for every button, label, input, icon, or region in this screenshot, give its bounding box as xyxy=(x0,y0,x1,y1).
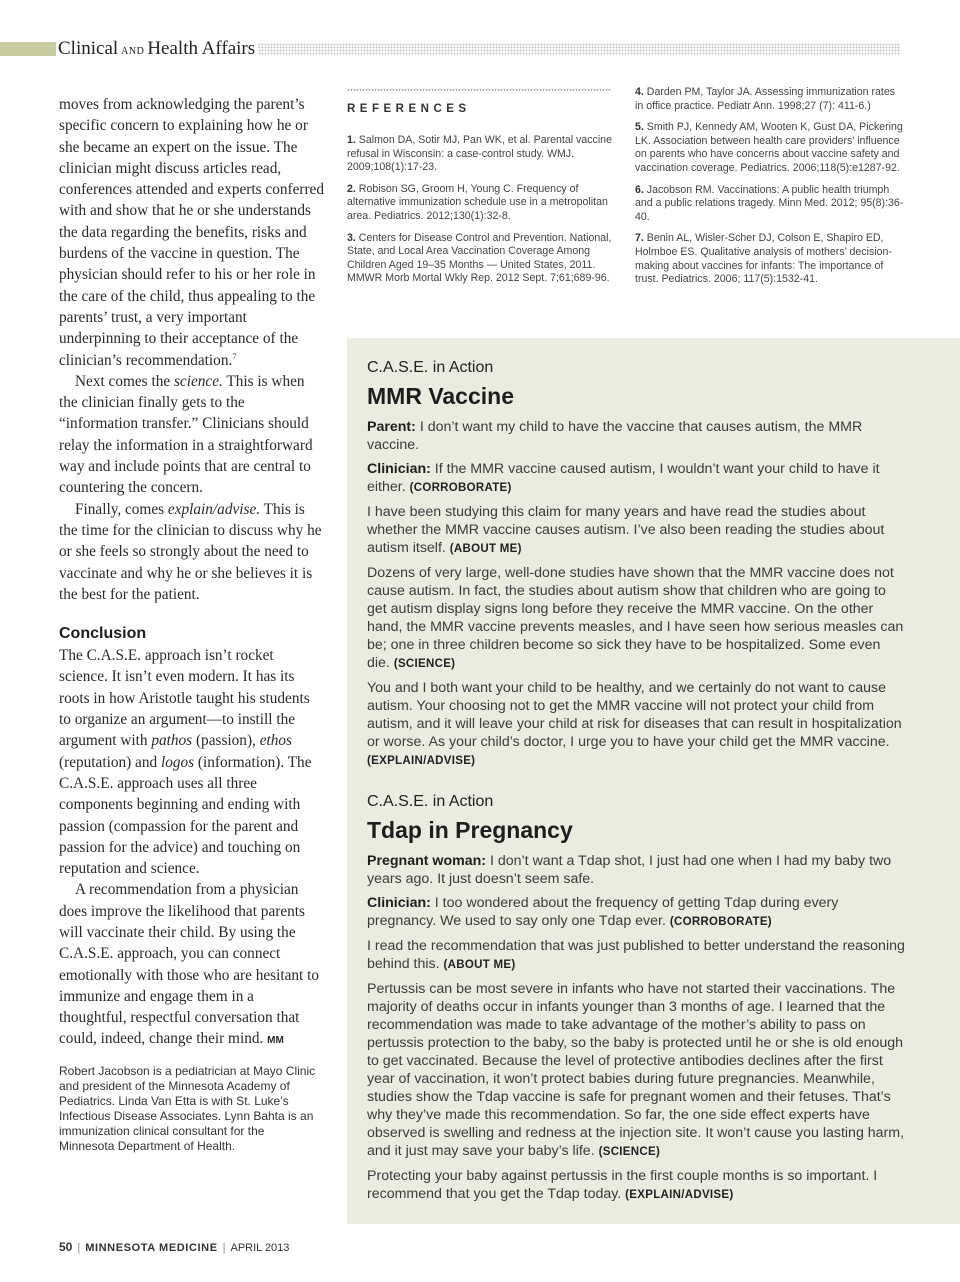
reference-number: 2. xyxy=(347,182,356,195)
paragraph-text: moves from acknowledging the parent’s specific concern to explaining how he or she became an expert on the issue. The clinician might discuss articles read, conferences attended and experts conferred with and show that he or she understands the data regarding the benefits, risks and burdens of the vaccine in question. The physician should refer to his or her role in the care of the child, thus appealing to the parents’ trust, a very important underpinning to their acceptance of the clinician’s recommendation. xyxy=(59,96,324,369)
reference-number: 1. xyxy=(347,134,356,146)
step-tag: (ABOUT ME) xyxy=(449,543,522,555)
references-dotted-rule xyxy=(347,89,611,91)
step-tag: (SCIENCE) xyxy=(393,658,456,670)
case-kicker: C.A.S.E. in Action xyxy=(367,793,494,810)
reference-text: Jacobson RM. Vaccinations: A public health triumph and a public relations tragedy. Minn Med. 2012; 95(8):36-40. xyxy=(635,183,904,223)
paragraph-text: (information). The C.A.S.E. approach uses all three components beginning and ending with passion (compassion for the parent and passion for the advice) and touching on reputation and science. xyxy=(59,753,312,878)
statement-text: I don’t want my child to have the vaccine that causes autism, the MMR vaccine. xyxy=(367,419,863,453)
reference-number: 6. xyxy=(635,183,644,196)
header-dotted-rule xyxy=(258,43,900,55)
emphasis-text: explain/advise. xyxy=(167,500,261,518)
reference-item xyxy=(635,86,905,113)
statement-text: I don’t want a Tdap shot, I just had one when I had my baby two years ago. It just doesn’t seem safe. xyxy=(367,853,892,887)
statement-text: I have been studying this claim for many years and have read the studies about whether the MMR vaccine causes autism. I’ve also been reading the studies about autism itself. xyxy=(367,504,885,556)
reference-item xyxy=(635,184,905,225)
speaker-label: Clinician: xyxy=(367,461,431,477)
article-paragraph xyxy=(59,499,325,605)
paragraph-text: The C.A.S.E. approach isn’t rocket science. It isn’t even modern. It has its roots in how Aristotle taught his students to organize an argument—to instill the argument with xyxy=(59,647,310,750)
statement-text: You and I both want your child to be healthy, and we certainly do not want to cause autism. Your choosing not to get the MMR vaccine will not protect your child from autism, and it will leave your child at risk for diseases that can result in hospitalization or worse. As your child’s doctor, I urge you to have your child get the MMR vaccine. xyxy=(367,680,902,750)
corroborate-statement xyxy=(367,894,905,931)
section-title-b: Health Affairs xyxy=(147,38,256,59)
article-paragraph xyxy=(59,879,325,1051)
page-number: 50 xyxy=(59,1240,73,1254)
paragraph-text: Finally, comes xyxy=(75,500,168,518)
publication-name: MINNESOTA MEDICINE xyxy=(85,1242,218,1254)
paragraph-text: A recommendation from a physician does improve the likelihood that parents will vaccinate their child. By using the C.A.S.E. approach, you can connect emotionally with those who are hesitant to immunize and engage them in a thoughtful, respectful conversation that could, indeed, change their mind. xyxy=(59,881,319,1048)
reference-item xyxy=(347,134,613,175)
emphasis-text: logos xyxy=(160,753,195,771)
science-statement xyxy=(367,564,905,673)
reference-text: Darden PM, Taylor JA. Assessing immunization rates in office practice. Pediatr Ann. 1998;27 (7): 411-6.) xyxy=(635,86,896,112)
paragraph-text: (passion), xyxy=(192,732,260,750)
case-kicker: C.A.S.E. in Action xyxy=(367,359,494,376)
statement-text: Pertussis can be most severe in infants who have not started their vaccinations. The majority of deaths occur in infants younger than 3 months of age. I learned that the recommendation was made to take advantage of the mother’s ability to pass on pertussis protection to the baby, so the baby is protected until he or she is old enough to get vaccinated. Because the level of protective antibodies declines after the first year of vaccination, it won’t protect babies during future pregnancies. Meanwhile, studies show the Tdap vaccine is safe for pregnant women and their fetuses. That’s why they’ve made this recommendation. So far, the one side effect experts have observed is swelling and redness at the injection site. It won’t cause you lasting harm, and it just may save your baby’s life. xyxy=(367,981,905,1159)
reference-number: 3. xyxy=(347,231,356,244)
paragraph-text: (reputation) and xyxy=(59,753,161,771)
explain-advise-statement xyxy=(367,1167,905,1204)
reference-number: 4. xyxy=(635,86,644,98)
step-tag: (ABOUT ME) xyxy=(443,959,516,971)
science-statement xyxy=(367,980,905,1161)
case-title: MMR Vaccine xyxy=(367,383,514,409)
emphasis-text: science. xyxy=(173,372,223,390)
reference-item xyxy=(347,232,613,286)
reference-text: Robison SG, Groom H, Young C. Frequency of alternative immunization schedule use in a metropolitan area. Pediatrics. 2012;130(1):32-8. xyxy=(347,182,608,222)
speaker-label: Clinician: xyxy=(367,895,431,911)
case-tdap-section xyxy=(367,791,905,1210)
article-paragraph xyxy=(59,371,325,499)
step-tag: (EXPLAIN/ADVISE) xyxy=(625,1189,734,1201)
reference-number: 5. xyxy=(635,121,644,134)
paragraph-text: This is the time for the clinician to discuss why he or she feels so strongly about the need to vaccinate and why he or she believes it is the best for the patient. xyxy=(59,500,322,603)
end-mark: MM xyxy=(267,1035,284,1047)
paragraph-text: This is when the clinician finally gets to the “information transfer.” Clinicians should relay the information in a straightforward way and include points that are central to countering the concern. xyxy=(59,372,313,497)
paragraph-text: Next comes the xyxy=(75,372,174,390)
step-tag: (SCIENCE) xyxy=(598,1146,661,1158)
author-bio: Robert Jacobson is a pediatrician at Mayo Clinic and president of the Minnesota Academy of Pediatrics. Linda Van Etta is with St. Luke’s Infectious Disease Associates. Lynn Bahta is an immunization clinical consultant for the Minnesota Department of Health. xyxy=(59,1064,316,1153)
speaker-label: Pregnant woman: xyxy=(367,853,487,869)
section-title-a: Clinical xyxy=(58,38,119,59)
reference-text: Salmon DA, Sotir MJ, Pan WK, et al. Parental vaccine refusal in Wisconsin: a case-control study. WMJ. 2009;108(1):17-23. xyxy=(347,134,612,174)
header-accent-bar xyxy=(0,42,56,56)
case-title: Tdap in Pregnancy xyxy=(367,817,573,843)
article-column xyxy=(59,94,325,1052)
step-tag: (CORROBORATE) xyxy=(409,482,512,494)
corroborate-statement xyxy=(367,460,905,497)
references-title: REFERENCES xyxy=(347,103,471,115)
reference-text: Benin AL, Wisler-Scher DJ, Colson E, Shapiro ED, Holmboe ES. Qualitative analysis of mothers’ decision-making about vaccines for infants: The importance of trust. Pediatrics. 2006; 117(5):1532-41. xyxy=(635,232,892,286)
section-title-and: AND xyxy=(121,46,145,57)
statement-text: I read the recommendation that was just published to better understand the reasoning behind this. xyxy=(367,938,905,972)
section-title xyxy=(58,38,255,60)
explain-advise-statement xyxy=(367,679,905,770)
article-paragraph xyxy=(59,94,325,371)
reference-text: Smith PJ, Kennedy AM, Wooten K, Gust DA, Pickering LK. Association between health care providers’ influence on parents who have concerns about vaccine safety and vaccination coverage. Pediatrics. 2006;118(5):e1287-92. xyxy=(635,121,903,174)
emphasis-text: pathos xyxy=(151,732,193,750)
statement-text: Protecting your baby against pertussis in the first couple months is so important. I recommend that you get the Tdap today. xyxy=(367,1168,878,1202)
conclusion-heading: Conclusion xyxy=(59,625,147,643)
statement-text: Dozens of very large, well-done studies have shown that the MMR vaccine does not cause autism. In fact, the studies about autism show that children who are going to get autism display signs long before they receive the MMR vaccine. On the other hand, the MMR vaccine prevents measles, and I have seen how serious measles can be; one in three children become so sick they have to be hospitalized. Some even die. xyxy=(367,565,904,671)
about-me-statement xyxy=(367,937,905,974)
reference-text: Centers for Disease Control and Prevention. National, State, and Local Area Vaccination Coverage Among Children Aged 19–35 Months — United States, 2011. MMWR Morb Mortal Wkly Rep. 2012 Sept. 7;61;689-96. xyxy=(347,231,612,285)
references-list-left xyxy=(347,134,613,294)
statement-text: I too wondered about the frequency of getting Tdap during every pregnancy. We used to say only one Tdap ever. xyxy=(367,895,839,929)
page-footer xyxy=(59,1240,289,1254)
emphasis-text: ethos xyxy=(259,732,292,750)
reference-item xyxy=(635,232,905,286)
references-list-right xyxy=(635,86,905,295)
statement-text: If the MMR vaccine caused autism, I wouldn’t want your child to have it either. xyxy=(367,461,880,495)
footer-separator: | xyxy=(77,1242,81,1254)
about-me-statement xyxy=(367,503,905,558)
footnote-ref: 7 xyxy=(232,351,237,361)
reference-item xyxy=(347,183,613,224)
step-tag: (CORROBORATE) xyxy=(669,916,772,928)
footer-separator: | xyxy=(222,1242,226,1254)
reference-item xyxy=(635,121,905,175)
issue-date: APRIL 2013 xyxy=(230,1242,290,1254)
speaker-label: Parent: xyxy=(367,419,416,435)
article-paragraph xyxy=(59,645,325,879)
step-tag: (EXPLAIN/ADVISE) xyxy=(367,755,476,767)
patient-statement xyxy=(367,852,905,888)
reference-number: 7. xyxy=(635,232,644,245)
case-mmr-section xyxy=(367,357,905,776)
parent-statement xyxy=(367,418,905,454)
